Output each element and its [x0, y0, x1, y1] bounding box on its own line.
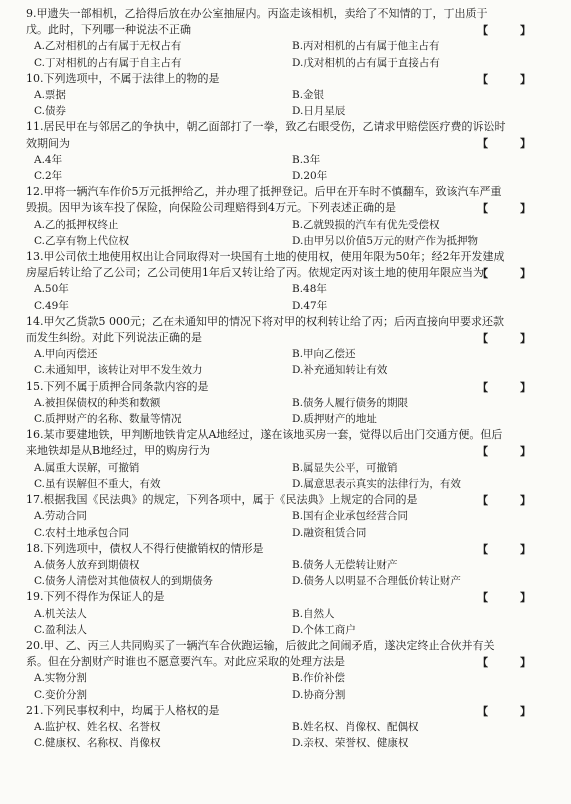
option-c: C.质押财产的名称、数量等情况: [34, 413, 182, 426]
option-a: A.机关法人: [34, 607, 87, 620]
option-c: C.债券: [34, 105, 66, 118]
option-a: A.50年: [34, 283, 69, 296]
option-c: C.49年: [34, 299, 69, 312]
question-stem: 20.甲、乙、丙三人共同购买了一辆汽车合伙跑运输，后彼此之间闹矛盾，遂决定终止合伙并有关系。但在分割财产时谁也不愿意要汽车。对此应采取的处理方法是: [26, 638, 495, 669]
option-d: D.由甲另以价值5万元的财产作为抵押物: [292, 234, 479, 247]
option-c: C.变价分割: [34, 688, 87, 701]
options-grid: [26, 38, 557, 70]
question-item: [26, 379, 557, 428]
question-stem: 18.下列选项中，债权人不得行使撤销权的情形是: [26, 541, 264, 555]
option-d: D.47年: [292, 299, 328, 312]
option-c: C.乙享有物上代位权: [34, 234, 129, 247]
question-stem: 9.甲遗失一部相机，乙拾得后放在办公室抽屉内。丙盗走该相机，卖给了不知情的丁，丁出质于戊。此时，下列哪一种说法不正确: [26, 7, 488, 37]
option-a: A.甲向丙偿还: [34, 348, 98, 361]
option-b: B.48年: [292, 283, 327, 296]
answer-bracket: 【 】: [477, 331, 545, 345]
option-d: D.补充通知转让有效: [292, 364, 388, 377]
answer-bracket: 【 】: [477, 202, 545, 216]
question-stem: 15.下列不属于质押合同条款内容的是: [26, 379, 209, 393]
question-stem: 19.下列不得作为保证人的是: [26, 590, 165, 604]
option-b: B.作价补偿: [292, 672, 346, 685]
answer-bracket: 【 】: [477, 704, 545, 718]
options-grid: [26, 217, 557, 249]
answer-bracket: 【 】: [477, 591, 545, 605]
option-c: C.债务人清偿对其他债权人的到期债务: [34, 575, 213, 588]
options-grid: [26, 606, 557, 638]
option-c: C.2年: [34, 170, 63, 183]
question-item: [26, 638, 557, 703]
question-stem: 21.下列民事权利中，均属于人格权的是: [26, 703, 220, 717]
question-item: [26, 249, 557, 314]
option-b: B.姓名权、肖像权、配偶权: [292, 720, 419, 733]
option-b: B.国有企业承包经营合同: [292, 510, 409, 523]
question-item: [26, 6, 557, 71]
question-stem: 11.居民甲在与邻居乙的争执中，朝乙面部打了一拳，致乙右眼受伤，乙请求甲赔偿医疗费的诉讼时效期间为: [26, 120, 506, 150]
question-item: [26, 427, 557, 492]
question-item: [26, 71, 557, 120]
options-grid: [26, 395, 557, 427]
question-stem: 14.甲欠乙货款5 000元；乙在未通知甲的情况下将对甲的权利转让给了丙；后丙直接向甲要求还款而发生纠纷。对此下列说法正确的是: [26, 314, 504, 345]
answer-bracket: 【 】: [477, 494, 545, 508]
option-c: C.丁对相机的占有属于自主占有: [34, 56, 182, 69]
option-d: D.日月星辰: [292, 105, 346, 118]
options-grid: [26, 152, 557, 184]
options-grid: [26, 508, 557, 540]
option-d: D.个体工商户: [292, 623, 356, 636]
option-d: D.质押财产的地址: [292, 413, 377, 426]
question-item: [26, 119, 557, 184]
option-b: B.乙就毁损的汽车有优先受偿权: [292, 218, 440, 231]
option-c: C.虽有误解但不重大，有效: [34, 477, 161, 490]
option-b: B.3年: [292, 153, 321, 166]
option-a: A.监护权、姓名权、名誉权: [34, 720, 161, 733]
question-stem: 13.甲公司依土地使用权出让合同取得对一块国有土地的使用权，使用年限为50年；经2年开发建成房屋后转让给了乙公司；乙公司使用1年后又转让给了丙。依规定丙对该土地的使用年限应当为: [26, 250, 505, 280]
options-grid: [26, 281, 557, 313]
option-d: D.戊对相机的占有属于直接占有: [292, 56, 440, 69]
question-item: [26, 492, 557, 541]
option-b: B.债务人无偿转让财产: [292, 558, 398, 571]
options-grid: [26, 460, 557, 492]
option-b: B.甲向乙偿还: [292, 348, 356, 361]
option-d: D.融资租赁合同: [292, 526, 367, 539]
option-a: A.被担保债权的种类和数额: [34, 396, 161, 409]
option-b: B.债务人履行债务的期限: [292, 396, 409, 409]
option-b: B.丙对相机的占有属于他主占有: [292, 40, 440, 53]
question-stem: 10.下列选项中，不属于法律上的物的是: [26, 71, 220, 85]
options-grid: [26, 346, 557, 378]
answer-bracket: 【 】: [477, 72, 545, 86]
question-stem: 16.某市要建地铁，甲判断地铁肯定从A地经过，遂在该地买房一套，觉得以后出门交通方便。但后来地铁却是从B地经过，甲的购房行为: [26, 428, 503, 458]
option-a: A.实物分割: [34, 672, 87, 685]
option-a: A.乙对相机的占有属于无权占有: [34, 40, 182, 53]
option-c: C.盈利法人: [34, 623, 87, 636]
options-grid: [26, 719, 557, 751]
answer-bracket: 【 】: [477, 137, 545, 151]
question-item: [26, 589, 557, 638]
answer-bracket: 【 】: [477, 445, 545, 459]
option-a: A.债务人放弃到期债权: [34, 558, 140, 571]
option-c: C.未通知甲，该转让对甲不发生效力: [34, 364, 203, 377]
option-a: A.票据: [34, 89, 66, 102]
option-b: B.自然人: [292, 607, 335, 620]
answer-bracket: 【 】: [477, 380, 545, 394]
option-d: D.债务人以明显不合理低价转让财产: [292, 575, 461, 588]
answer-bracket: 【 】: [477, 24, 545, 37]
option-b: B.属显失公平，可撤销: [292, 461, 398, 474]
question-stem: 17.根据我国《民法典》的规定，下列各项中，属于《民法典》上规定的合同的是: [26, 493, 418, 507]
options-grid: [26, 557, 557, 589]
question-item: [26, 184, 557, 249]
option-a: A.属重大误解，可撤销: [34, 461, 140, 474]
question-item: [26, 541, 557, 590]
options-grid: [26, 87, 557, 119]
question-item: [26, 314, 557, 379]
question-stem: 12.甲将一辆汽车作价5万元抵押给乙，并办理了抵押登记。后甲在开车时不慎翻车，致该汽车严重毁损。因甲为该车投了保险，向保险公司理赔得到4万元。下列表述正确的是: [26, 185, 502, 215]
answer-bracket: 【 】: [477, 267, 545, 281]
option-d: D.20年: [292, 170, 328, 183]
option-c: C.健康权、名称权、肖像权: [34, 737, 161, 750]
option-a: A.4年: [34, 153, 63, 166]
question-item: [26, 703, 557, 752]
option-b: B.金银: [292, 89, 325, 102]
option-d: D.协商分割: [292, 688, 346, 701]
option-c: C.农村土地承包合同: [34, 526, 129, 539]
option-d: D.亲权、荣誉权、健康权: [292, 737, 409, 750]
answer-bracket: 【 】: [477, 655, 545, 669]
answer-bracket: 【 】: [477, 542, 545, 556]
options-grid: [26, 670, 557, 702]
option-a: A.劳动合同: [34, 510, 87, 523]
option-a: A.乙的抵押权终止: [34, 218, 119, 231]
option-d: D.属意思表示真实的法律行为，有效: [292, 477, 461, 490]
